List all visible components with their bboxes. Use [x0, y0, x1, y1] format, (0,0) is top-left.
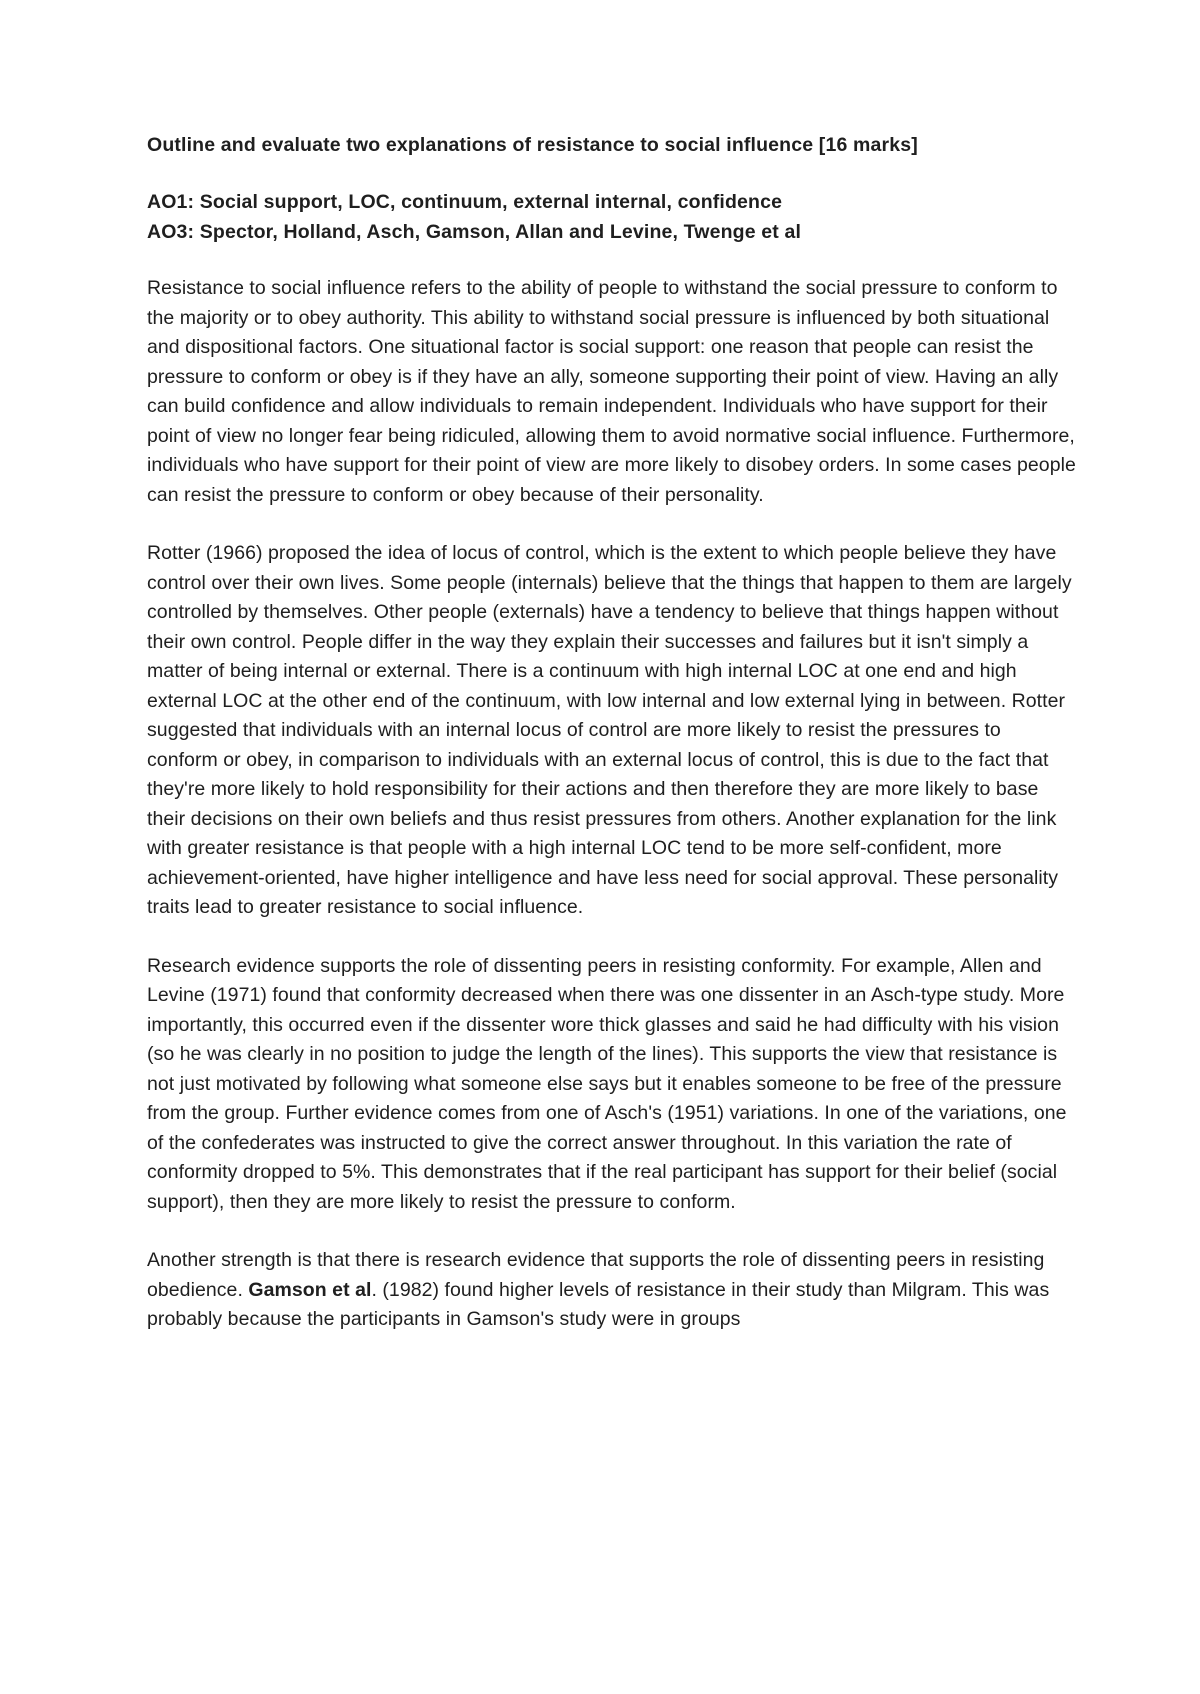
paragraph-4-start: Another strength is that there is research evidence that supports the role of dissenting peers in resisting obedience. — [147, 1249, 1045, 1301]
paragraph-dissenting-peers-conformity: Research evidence supports the role of dissenting peers in resisting conformity. For example, Allen and Levine (1971) found that conformity decreased when there was one dissenter in an Asch-type study. More importantly, this occurred even if the dissenter wore thick glasses and said he had difficulty with his vision (so he was clearly in no position to judge the length of the lines). This supports the view that resistance is not just motivated by following what someone else says but it enables someone to be free of the pressure from the group. Further evidence comes from one of Asch's (1951) variations. In one of the variations, one of the confederates was instructed to give the correct answer throughout. In this variation the rate of conformity dropped to 5%. This demonstrates that if the real participant has support for their belief (social support), then they are more likely to resist the pressure to conform. — [147, 954, 1067, 1213]
ao3-line: AO3: Spector, Holland, Asch, Gamson, Allan and Levine, Twenge et al — [147, 221, 802, 243]
assessment-objectives — [147, 187, 1077, 247]
paragraph-4-end: . (1982) found higher levels of resistance in their study than Milgram. This was probably because the participants in Gamson's study were in groups — [147, 1278, 1050, 1330]
gamson-reference: Gamson et al — [248, 1278, 372, 1301]
paragraph-locus-of-control: Rotter (1966) proposed the idea of locus of control, which is the extent to which people believe they have control over their own lives. Some people (internals) believe that the things that happen to them are largely controlled by themselves. Other people (externals) have a tendency to believe that things happen without their own control. People differ in the way they explain their successes and failures but it isn't simply a matter of being internal or external. There is a continuum with high internal LOC at one end and high external LOC at the other end of the continuum, with low internal and low external lying in between. Rotter suggested that individuals with an internal locus of control are more likely to resist the pressures to conform or obey, in comparison to individuals with an external locus of control, this is due to the fact that they're more likely to hold responsibility for their actions and then therefore they are more likely to base their decisions on their own beliefs and thus resist pressures from others. Another explanation for the link with greater resistance is that people with a high internal LOC tend to be more self-confident, more achievement-oriented, have higher intelligence and have less need for social approval. These personality traits lead to greater resistance to social influence. — [147, 542, 1072, 918]
document-page — [147, 130, 1077, 1364]
essay-title: Outline and evaluate two explanations of resistance to social influence [16 marks] — [147, 134, 918, 156]
paragraph-dissenting-peers-obedience — [147, 1246, 1077, 1335]
ao1-line: AO1: Social support, LOC, continuum, external internal, confidence — [147, 191, 783, 213]
paragraph-social-support: Resistance to social influence refers to the ability of people to withstand the social pressure to conform to the majority or to obey authority. This ability to withstand social pressure is influenced by both situational and dispositional factors. One situational factor is social support: one reason that people can resist the pressure to conform or obey is if they have an ally, someone supporting their point of view. Having an ally can build confidence and allow individuals to remain independent. Individuals who have support for their point of view no longer fear being ridiculed, allowing them to avoid normative social influence. Furthermore, individuals who have support for their point of view are more likely to disobey orders. In some cases people can resist the pressure to conform or obey because of their personality. — [147, 277, 1076, 506]
